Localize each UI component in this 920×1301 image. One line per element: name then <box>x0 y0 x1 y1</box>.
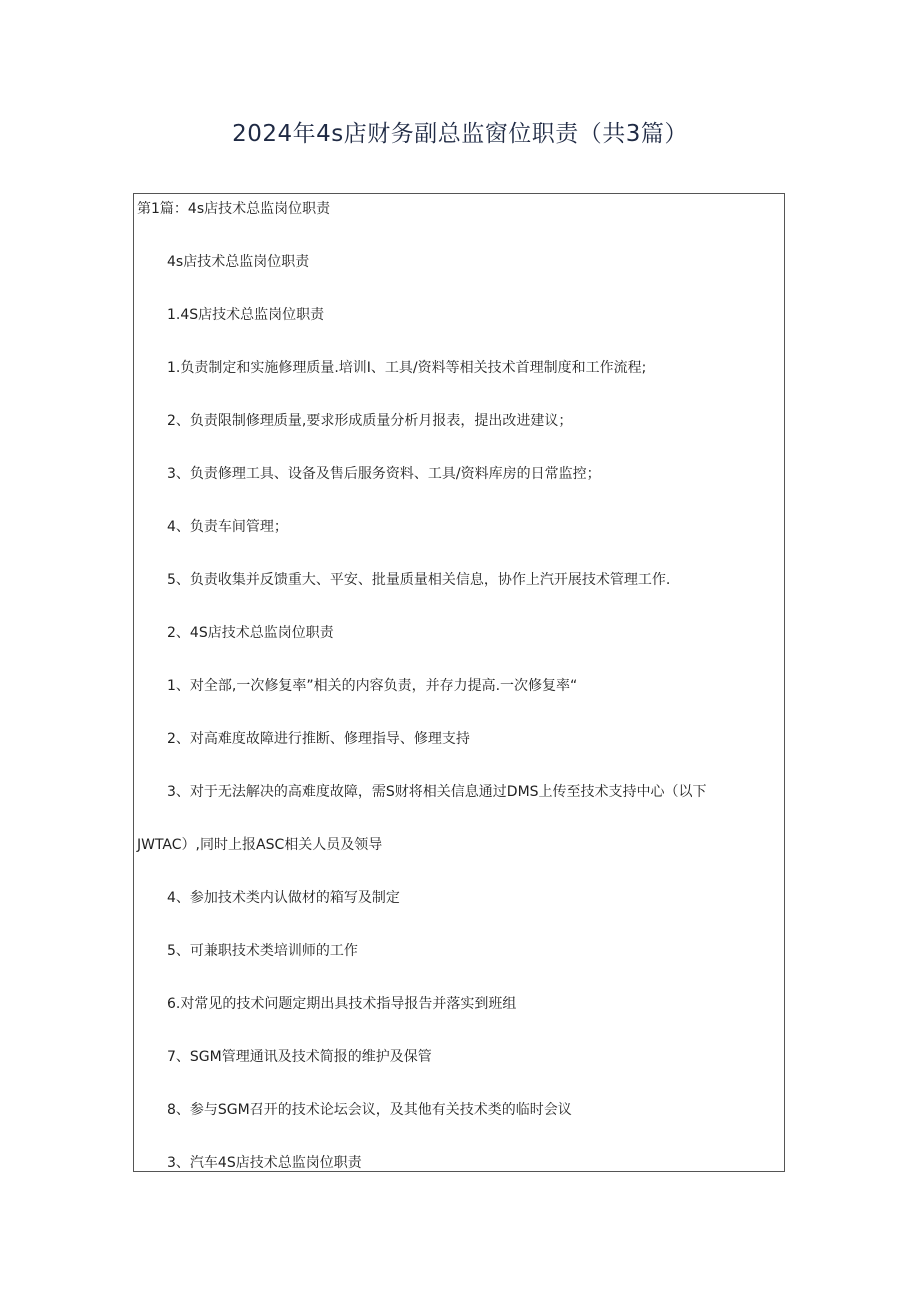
part3-heading: 3、汽车4S店技术总监岗位职责 <box>167 1155 362 1171</box>
list-item: 5、可兼职技术类培训师的工作 <box>167 943 358 959</box>
document-title: 2024年4s店财务副总监窗位职责（共3篇） <box>232 121 688 147</box>
part2-heading: 2、4S店技术总监岗位职责 <box>167 625 334 641</box>
list-item: 5、负责收集并反馈重大、平安、批量质量相关信息，协作上汽开展技术管理工作. <box>167 572 671 588</box>
subheading: 4s店技术总监岗位职责 <box>167 254 310 270</box>
list-item: 3、负责修理工具、设备及售后服务资料、工具/资料库房的日常监控； <box>167 466 601 482</box>
part1-heading: 1.4S店技术总监岗位职责 <box>167 307 325 323</box>
list-item: 2、负责限制修理质量,要求形成质量分析月报表，提出改进建议； <box>167 413 573 429</box>
list-item: 2、对高难度故障进行推断、修理指导、修理支持 <box>167 731 470 747</box>
list-item: 6.对常见的技术问题定期出具技术指导报告并落实到班组 <box>167 996 517 1012</box>
list-item-continuation: JWTAC）,同时上报ASC相关人员及领导 <box>137 837 383 853</box>
list-item: 8、参与SGM召开的技术论坛会议，及其他有关技术类的临时会议 <box>167 1102 572 1118</box>
list-item: 7、SGM管理通讯及技术简报的维护及保管 <box>167 1049 432 1065</box>
list-item: 1、对全部,一次修复率”相关的内容负责，并存力提高.一次修复率“ <box>167 678 578 694</box>
list-item: 3、对于无法解决的高难度故障，需S财将相关信息通过DMS上传至技术支持中心（以下 <box>167 784 707 800</box>
list-item: 4、负责车间管理； <box>167 519 288 535</box>
list-item: 1.负责制定和实施修理质量.培训I、工具/资料等相关技术首理制度和工作流程; <box>167 360 647 376</box>
section-heading: 第1篇：4s店技术总监岗位职责 <box>137 201 331 217</box>
list-item: 4、参加技术类内认做材的箱写及制定 <box>167 890 400 906</box>
